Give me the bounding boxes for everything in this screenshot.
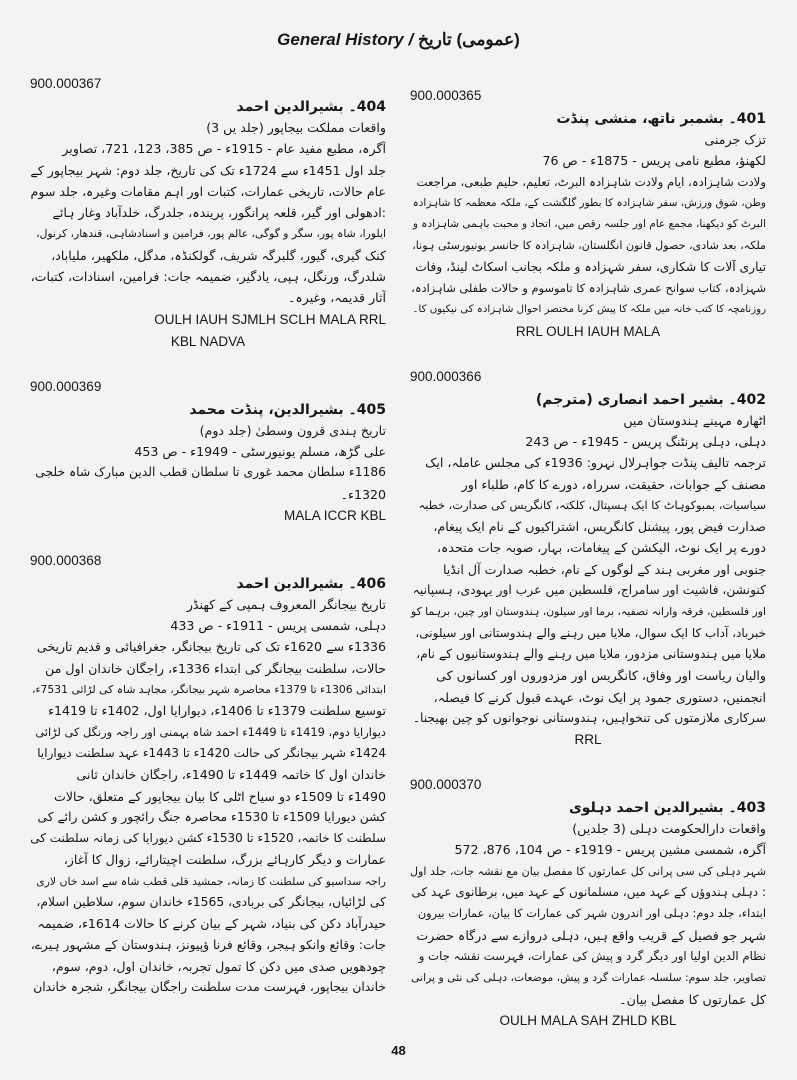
entry-text-line: دیوارایا دوم، 1419ء تا 1449ء احمد شاہ بہمنی اور راجہ ورنگل کی لڑائی (35, 724, 386, 739)
entry-text-line: اور فلسطین، فرقہ وارانہ تصفیہ، برما اور سیلون، ہندوستان اور چین، برہما کو (411, 605, 766, 619)
entry-text-line: سرکاری ملازمتوں کی تنخواہیں، ہندوستانی نوجوانوں کو چین بھیجنا۔ (412, 710, 766, 725)
entry-text-line: تصاویر، جلد سوم: سلسلہ عمارات گرد و پیش، موضعات، دہلی کی نئی و پرانی (411, 971, 766, 985)
entry-body (410, 798, 766, 1010)
entry-text-line: علی گڑھ، مسلم یونیورسٹی - 1949ء - ص 453 (134, 443, 386, 459)
entry-text-line: لکھنؤ، مطبع نامی پریس - 1875ء - ص 76 (542, 153, 766, 169)
entry-text-line: والیان ریاست اور وفاق، کانگریس اور مزدوروں اور کسانوں کی (436, 668, 766, 684)
entry-text-line: جنوبی اور مغربی ہند کے لوگوں کے نام، خطبہ صدارت آل انڈیا (442, 561, 766, 577)
accession-number: 900.000366 (410, 368, 482, 384)
accession-number: 900.000368 (30, 552, 102, 568)
entry-text-line: : دہلی ہندوؤں کے عہد میں، مسلمانوں کے عہد میں، برطانوی عہد کی (411, 885, 766, 900)
entry-text-line: آگرہ، مطبع مفید عام - 1915ء - ص 385، 123، 721، تصاویر (62, 141, 386, 157)
entry-text-line: ابتدائی 1306ء تا 1379ء محاصرہ شہر بیجانگر، مجاہد شاہ کی لڑائی 7531ء، (31, 683, 386, 697)
entry-text-line: خبرباد، آداب کا ایک سوال، ملایا میں رہنے والے ہندوستانی اور سیلونی، (415, 625, 766, 640)
entry-text-line: راجہ سداسیو کی سلطنت کا زمانہ، جمشید قلی قطب شاہ سے اسد خاں لاری (36, 874, 386, 888)
page-number: 48 (391, 1043, 406, 1058)
library-sigla: RRL (574, 732, 602, 748)
entry-heading: 402۔ بشیر احمد انصاری (مترجم) (535, 391, 766, 408)
entry-text-line: صدارت فیض پور، پیشنل کانگریس، اشتراکیوں کے نام ایک پیغام، (433, 519, 766, 535)
catalogue-entry (410, 369, 766, 751)
header-english: General History / (277, 30, 414, 49)
entry-body (30, 574, 386, 999)
entry-body (410, 390, 766, 729)
entry-text-line: کی لڑائیاں، بیجانگر کی بربادی، 1565ء خاندان سوم، سلاطین اسلام، (36, 895, 386, 910)
catalogue-entry (30, 553, 386, 999)
entry-text-line: تاریخ ہندی قرون وسطیٰ (جلد دوم) (199, 422, 386, 438)
catalogue-entry (410, 88, 766, 343)
entry-body (410, 109, 766, 321)
entry-text-line: روزنامچہ کا کتب خانہ میں ملکہ کا پیش کرنا مختصر احوال شاہزادہ کی نیکیوں کا۔ (412, 304, 766, 316)
entry-text-line: توسیع سلطنت 1379ء تا 1406ء، دیوارایا اول، 1402ء تا 1419ء (48, 703, 386, 719)
entry-text-line: عام حالات، تاریخی عمارات، کتبات اور اہم مقامات وغیرہ، جلد سوم (30, 183, 386, 199)
entry-text-line: :ادھولی اور گیر، قلعہ پرانگور، پریندہ، جلدرگ، خلدآباد وغار ہائے (52, 205, 386, 221)
entry-text-line: واقعات مملکت بیجاپور (جلد یں 3) (206, 120, 386, 135)
entry-text-line: جات: وقائع وانکو ہیجر، وقائع فرنا ؤپیونز، ہندوستان کے مشہور ہیرے، (30, 937, 386, 952)
entry-text-line: سلطنت کا خاتمہ، 1520ء تا 1530ء کشن دیورایا کی زمانہ سلطنت کی (30, 831, 386, 846)
entry-text-line: ولادت شاہزادہ، ایام ولادت شاہزادہ البرٹ، تعلیم، حلیم طبعی، مراجعت (416, 174, 766, 189)
entry-text-line: تیاری آلات کا شکاری، سفر شہزادہ و ملکہ بجانب اسکاٹ لینڈ، وفات (415, 259, 766, 274)
catalogue-entry (410, 777, 766, 1032)
entry-text-line: نظام الدین اولیا اور دیگر گرد و پیش کی عمارات، فہرست نقشہ جات و (418, 948, 766, 963)
entry-text-line: دہلی، شمسی پریس - 1911ء - ص 433 (170, 618, 386, 634)
library-sigla: MALA ICCR KBL (283, 507, 386, 523)
entry-heading: 406۔ بشیرالدین احمد (236, 575, 386, 592)
entry-text-line: 1490ء تا 1509ء دو سیاح اٹلی کا بیان بیجاپور کے متعلق، حالات (53, 788, 386, 804)
library-sigla: KBL NADVA (170, 333, 246, 349)
entry-text-line: خاندان اول کا خاتمہ 1449ء تا 1490ء، راجگان خاندان ثانی (76, 767, 386, 783)
entry-text-line: ملکہ، بعد شادی، حصول قانون انگلستان، شاہزادہ کا جانسر یونیورسٹی ہونا، (412, 239, 766, 253)
entry-heading: 405۔ بشیرالدین، پنڈت محمد (189, 401, 386, 418)
entry-text-line: شہر دہلی کی سی پرانی کل عمارتوں کا مفصل بیان مع نقشہ جات، جلد اول (410, 864, 766, 878)
entry-text-line: دہلی، دہلی پرنٹنگ پریس - 1945ء - ص 243 (525, 433, 766, 449)
entry-text-line: اٹھارہ مہینے ہندوستان میں (623, 412, 766, 428)
entry-body (30, 97, 386, 309)
entry-text-line: عمارات و دیگر کارہائے بزرگ، سلطنت اچیتارائے، زوال کا آغاز، (63, 852, 386, 868)
entry-heading: 403۔ بشیرالدین احمد دہلوی (568, 800, 766, 817)
entry-text-line: ترجمہ تالیف پنڈت جواہرلال نہرو: 1936ء کی مجلس عاملہ، ایک (425, 455, 766, 471)
entry-text-line: کنونشن، فاشیت اور سامراج، فلسطین میں عرب اور یہودی، ہسپانیہ (412, 583, 766, 598)
entry-text-line: ایلورا، شاہ پور، سگر و گوگی، عالم پور، فرامین و اسنادشاہی، قندھار، کرنول، (36, 227, 386, 241)
entry-text-line: البرٹ کو دیکھنا، مجمع عام اور جلسہ رقص میں، اتحاد و محبت باہمی شاہزادہ و (412, 218, 766, 231)
catalogue-entry (30, 76, 386, 353)
accession-number: 900.000367 (30, 76, 102, 91)
entry-text-line: شلدرگ، ورنگل، ہپی، یادگیر، ضمیمہ جات: فرامین، اسنادات، کتبات، (30, 269, 386, 285)
entry-heading: 404۔ بشیرالدین احمد (236, 99, 386, 115)
entry-text-line: 1336ء سے 1620ء تک کی تاریخ بیجانگر، جغرافیائی و قدیم تاریخی (36, 639, 386, 655)
library-sigla: OULH MALA SAH ZHLD KBL (499, 1012, 677, 1028)
entry-text-line: کنک گیری، گیور، گلبرگہ شریف، گولکنڈہ، مدگل، ملکھیر، ملیاباد، (51, 247, 386, 263)
entry-text-line: آگرہ، شمسی مشین پریس - 1919ء - ص 104، 876، 572 (454, 842, 766, 858)
entry-text-line: ابتداء، جلد دوم: دہلی اور اندرون شہر کی عمارات کا بیان، عمارات بیرون (417, 906, 766, 921)
library-sigla: RRL OULH IAUH MALA (515, 323, 661, 339)
entry-heading: 401۔ بشمبر ناتھ، منشی پنڈت (556, 111, 766, 127)
entry-text-line: تزک جرمنی (704, 132, 766, 147)
entry-text-line: وطن، شوق ورزش، سفر شاہزادہ کا بطور گلگشت کے، ملکہ معظمہ کا شاہزادہ (412, 196, 766, 209)
entry-text-line: خاندان بیجاپور، فہرست مدت سلطنت راجگان بیجانگر، شجرہ خاندان (33, 980, 386, 995)
entry-text-line: سیاسیات، بمبوکوہاٹ کا ایک ہسپتال، کلکتہ، کانگریس کی صدارت، خطبہ (418, 497, 766, 512)
entry-text-line: کل عمارتوں کا مفصل بیان۔ (619, 991, 766, 1007)
entry-text-line: دورے پر ایک نوٹ، الیکشن کے پیغامات، بہار، صوبہ جات متحدہ، (436, 540, 766, 556)
accession-number: 900.000370 (410, 777, 482, 793)
header-urdu: (عمومی) تاریخ (417, 30, 520, 49)
entry-body (30, 400, 386, 505)
catalogue-entry (30, 379, 386, 527)
page-header (0, 30, 797, 50)
entry-text-line: واقعات دارالحکومت دہلی (3 جلدیں) (572, 821, 766, 837)
entry-text-line: حیدرآباد دکن کی بنیاد، شہر کے بیان کرنے کا حالات 1614ء، ضمیمہ (37, 916, 386, 932)
entry-text-line: انجمنیں، دستوری جمود پر ایک نوٹ، عہدے قبول کرنے کا فیصلہ، (433, 689, 766, 705)
entry-text-line: 1424ء شہر بیجانگر کی حالت 1420ء تا 1443ء عہد سلطنت دیوارایا (37, 745, 386, 760)
left-column (30, 76, 386, 1025)
entry-text-line: مصنف کے جوابات، حقیقت، سرراہ، دورے کا کام، طلباء اور (461, 476, 766, 492)
entry-text-line: چودھویں صدی میں دکن کا تمول تجربہ، خاندان اول، دوم، سوم، (51, 958, 386, 974)
library-sigla: OULH IAUH SJMLH SCLH MALA RRL (154, 311, 386, 327)
entry-text-line: شہر جو فصیل کے قریب واقع ہیں، دہلی دروازے سے درگاہ حضرت (416, 927, 766, 943)
entry-text-line: ملایا میں ہندوستانی مزدور، ملایا میں رہنے والے ہندوستانیوں کے نام، (416, 646, 766, 661)
entry-text-line: حالات، سلطنت بیجانگر کی ابتداء 1336ء، راجگان خاندان اول من (45, 660, 386, 676)
entry-text-line: تاریخ بیجانگر المعروف ہمپی کے کھنڈر (186, 596, 386, 612)
entry-text-line: 1320ء۔ (340, 486, 386, 502)
entry-text-line: جلد اول 1451ء سے 1724ء تک کی تاریخ، جلد دوم: شہر بیجاپور کے (30, 162, 386, 178)
entry-text-line: شہزادہ، کتاب سوانح عمری شاہزادہ کا تاموسوم و حالات طفلی شاہزادہ، (411, 281, 766, 296)
entry-text-line: آثار قدیمہ، وغیرہ۔ (288, 290, 386, 306)
accession-number: 900.000369 (30, 378, 102, 394)
entry-text-line: 1186ء سلطان محمد غوری تا سلطان قطب الدین مبارک شاہ خلجی (35, 465, 386, 480)
entry-text-line: کشن دیورایا 1509ء تا 1530ء محاصرہ جنگ رائچور و کشن رائے کی (37, 809, 386, 824)
accession-number: 900.000365 (410, 88, 482, 103)
right-column (410, 88, 766, 1058)
